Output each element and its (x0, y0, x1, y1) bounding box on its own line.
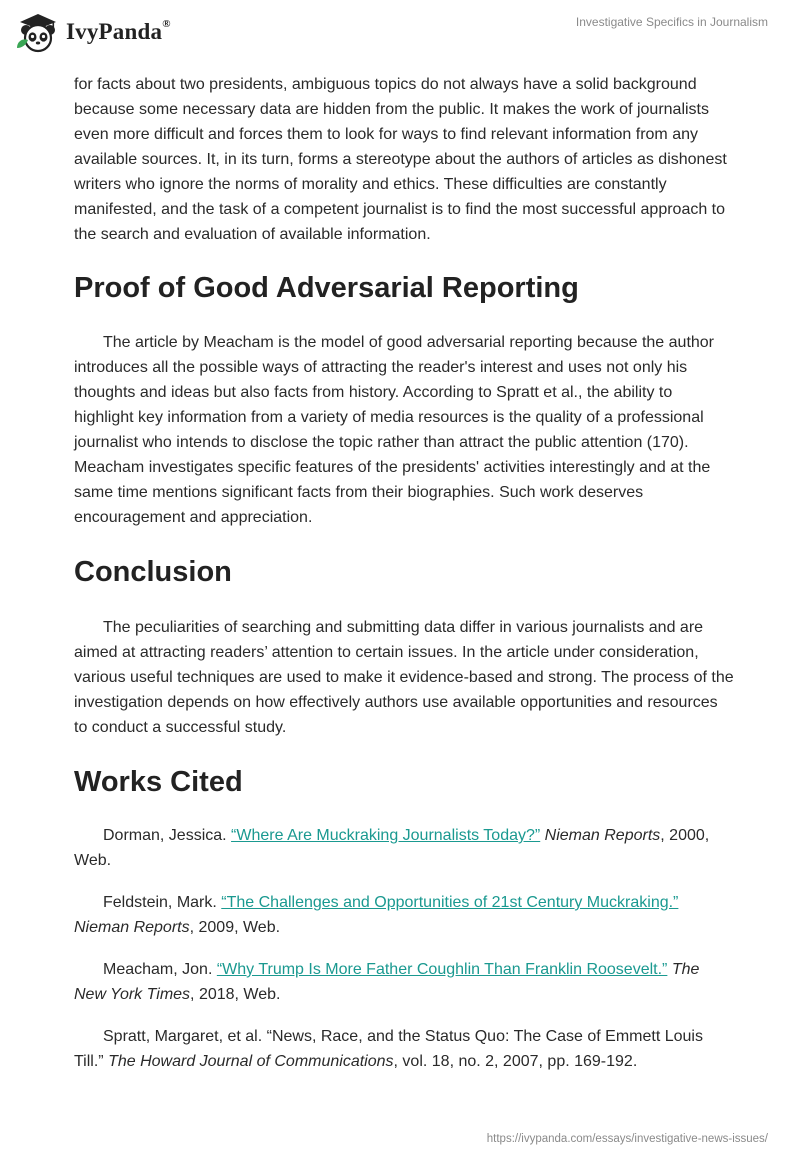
citation-spratt (74, 1024, 734, 1074)
citation-author: Spratt, Margaret, et al. “News, Race, and the Status Quo: The Case of Emmett Louis Till.” (74, 1028, 703, 1070)
citation-details: , 2018, Web. (190, 986, 281, 1003)
conclusion-heading: Conclusion (74, 556, 232, 588)
citation-source: The New York Times (74, 961, 700, 1003)
citation-link-meacham[interactable]: “Why Trump Is More Father Coughlin Than Franklin Roosevelt.” (216, 961, 668, 978)
citation-author: Feldstein, Mark. (103, 894, 222, 911)
document-title: Investigative Specifics in Journalism (575, 15, 768, 29)
citation-source: Nieman Reports (544, 827, 661, 844)
logo-name: IvyPanda (66, 19, 163, 44)
citation-details: , 2000, Web. (74, 827, 710, 869)
proof-heading: Proof of Good Adversarial Reporting (74, 272, 579, 304)
citation-feldstein (74, 890, 734, 940)
intro-paragraph: for facts about two presidents, ambiguous topics do not always have a solid background because some necessary data are hidden from the public. It makes the work of journalists even more difficult and forces them to look for ways to find relevant information from any available sources. It, in its turn, forms a stereotype about the authors of articles as dishonest writers who ignore the norms of morality and ethics. These difficulties are constantly manifested, and the task of a competent journalist is to find the most successful approach to the search and evaluation of available information. (74, 76, 727, 243)
citation-link-feldstein[interactable]: “The Challenges and Opportunities of 21st Century Muckraking.” (221, 894, 679, 911)
logo-wordmark (66, 19, 171, 45)
citation-dorman (74, 823, 734, 873)
citation-source: The Howard Journal of Communications (108, 1053, 394, 1070)
ivypanda-logo[interactable] (14, 10, 171, 54)
conclusion-paragraph: The peculiarities of searching and submitting data differ in various journalists and are aimed at attracting readers’ attention to certain issues. In the article under consideration, various useful techniques are used to make it evidence-based and strong. The process of the investigation depends on how effectively authors use available opportunities and resources to conduct a successful study. (74, 619, 734, 736)
citation-author: Meacham, Jon. (103, 961, 217, 978)
essay-content (74, 72, 734, 1074)
citation-source: Nieman Reports (74, 919, 190, 936)
citation-link-dorman[interactable]: “Where Are Muckraking Journalists Today?” (231, 827, 541, 844)
citation-details: , vol. 18, no. 2, 2007, pp. 169-192. (393, 1053, 638, 1070)
proof-paragraph: The article by Meacham is the model of good adversarial reporting because the author introduces all the possible ways of attracting the reader's interest and uses not only his thoughts and ideas but also facts from history. According to Spratt et al., the ability to highlight key information from a variety of media resources is the quality of a professional journalist who intends to disclose the topic rather than attract the public attention (170). Meacham investigates specific features of the presidents' activities interestingly and at the same time mentions significant facts from their biographies. Such work deserves encouragement and appreciation. (74, 334, 715, 526)
citation-details: , 2009, Web. (189, 919, 281, 936)
page-header (0, 0, 800, 70)
works-cited-heading: Works Cited (74, 766, 243, 798)
panda-logo-icon (14, 10, 62, 54)
citation-author: Dorman, Jessica. (103, 827, 232, 844)
logo-registered-mark: ® (162, 18, 171, 31)
citation-meacham (74, 957, 734, 1007)
footer-url: https://ivypanda.com/essays/investigative-news-issues/ (486, 1133, 768, 1145)
